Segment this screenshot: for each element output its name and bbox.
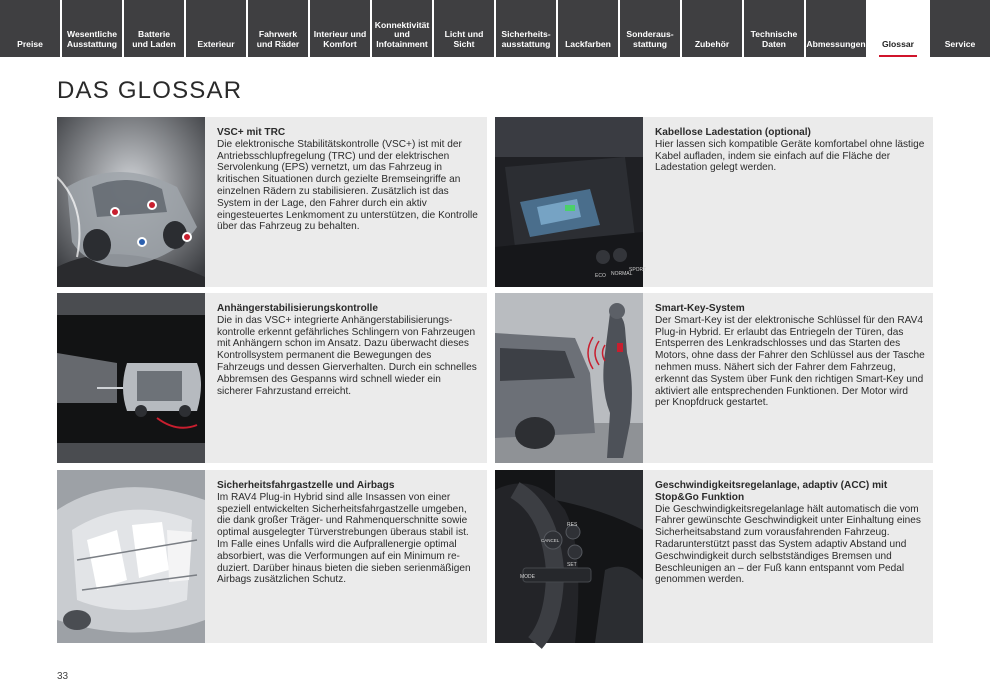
glossary-card-trailer-stability [57,293,487,463]
nav-tab-label: Fahrwerk und Räder [256,29,300,49]
card-heading: Geschwindigkeitsregelanlage, adaptiv (ACC) mit Stop&Go Funktion [655,480,888,503]
console-button-label: NORMAL [611,271,633,277]
nav-tab-label: Zubehör [694,38,730,49]
card-body: Die elektronische Stabilitätskontrolle (VSC+) ist mit der Antriebsschlupfregelung (TRC) und der elektrischen Servolenkung (EPS) vernetzt, um das Fahrzeug in kritischen Situationen durch gezielte Bremseingriffe an einzelnen Rädern zu stabilisieren. Zusätzlich ist das System in der Lage, den Fahrer durch ein aktiv eingesteuertes Lenkmoment zu unterstützen, die Kontrolle über das Fahrzeug zu behalten. [217,138,478,233]
glossary-card-safety-cell [57,470,487,643]
nav-tab-abmessungen[interactable] [806,0,866,57]
nav-tab-label: Konnektivität und Infotainment [374,19,430,49]
nav-tab-zubehör[interactable] [682,0,742,57]
glossary-card-acc [495,470,933,643]
steering-wheel-photo [495,470,643,643]
nav-tab-glossar[interactable] [868,0,928,57]
steering-button-label: SET [567,562,577,568]
nav-tab-licht-und-sicht[interactable] [434,0,494,57]
nav-tab-label: Service [944,38,976,49]
trailer-car-illustration [57,293,205,463]
card-heading: Sicherheitsfahrgastzelle und Airbags [217,480,395,491]
steering-button-label: MODE [520,574,535,580]
card-heading: VSC+ mit TRC [217,127,286,138]
nav-tab-label: Lackfarben [565,38,611,49]
safety-cell-illustration [57,470,205,643]
card-body: Im RAV4 Plug-in Hybrid sind alle Insassen von einer speziell entwickelten Sicherheitsfahrgastzelle umgeben, die dank großer Träger- und Rahmenquerschnitte sowie optimal ausgelegter Türverstrebungen überaus stabil ist. Im Falle eines Unfalls wird die Aufprallenergie optimal absorbiert, was die Verformungen auf ein Minimum re-duziert. Darüber hinaus bieten die sieben serienmäßigen Airbags zusätzlichen Schutz. [217,491,471,586]
nav-tab-label: Licht und Sicht [444,29,484,49]
nav-tab-label: Abmessungen [806,38,866,49]
smart-key-photo [495,293,643,463]
nav-tab-lackfarben[interactable] [558,0,618,57]
nav-tab-label: Glossar [881,38,914,49]
nav-tab-konnektivität-und-infotainment[interactable] [372,0,432,57]
nav-tab-label: Interieur und Komfort [313,29,367,49]
nav-tab-exterieur[interactable] [186,0,246,57]
nav-tab-sonderaus-stattung[interactable] [620,0,680,57]
nav-tab-wesentliche-ausstattung[interactable] [62,0,122,57]
nav-tab-preise[interactable] [0,0,60,57]
nav-tab-fahrwerk-und-räder[interactable] [248,0,308,57]
glossary-card-vsc [57,117,487,287]
nav-tab-label: Batterie und Laden [132,29,176,49]
glossary-card-smart-key [495,293,933,463]
console-button-label: SPORT [629,267,647,273]
nav-tab-label: Sonderaus- stattung [626,29,674,49]
steering-button-label: CANCEL [541,538,560,543]
nav-tab-batterie-und-laden[interactable] [124,0,184,57]
nav-tab-label: Exterieur [197,38,235,49]
card-body: Hier lassen sich kompatible Geräte komfortabel ohne lästige Kabel aufladen, indem sie einfach auf die Fläche der Ladestation gelegt werden. [655,138,925,174]
wireless-charger-photo [495,117,647,287]
page-number: 33 [57,671,69,682]
glossary-card-wireless-charging [495,117,933,287]
nav-tab-interieur-und-komfort[interactable] [310,0,370,57]
top-navigation [0,0,990,57]
card-body: Die in das VSC+ integrierte Anhängerstabilisierungs-kontrolle erkennt gefährliches Schlingern von Fahrzeugen mit Anhängern schon im Ansatz. Dazu überwacht dieses Kontrollsystem permanent die Bewegungen des Fahrzeugs und dessen Gierverhalten. Durch ein schnelles Abbremsen des Gespanns wird schnell wieder ein sicherer Fahrzustand erreicht. [217,314,477,397]
card-heading: Smart-Key-System [655,303,745,314]
card-heading: Anhängerstabilisierungskontrolle [217,303,378,314]
console-button-label: ECO [595,273,606,279]
nav-tab-label: Sicherheits- ausstattung [501,29,551,49]
card-body: Der Smart-Key ist der elektronische Schlüssel für den RAV4 Plug-in Hybrid. Er erlaubt das Entriegeln der Türen, das Entsperren des Lenkradschlosses und das Starten des Motors, ohne dass der Fahrer den Schlüssel aus der Tasche nehmen muss. Nähert sich der Fahrer dem Fahrzeug, erkennt das System über Funk den richtigen Smart-Key und aktiviert alle entsprechenden Funktionen. Der Motor wird per Knopfdruck gestartet. [655,314,925,409]
nav-tab-label: Technische Daten [750,29,798,49]
nav-tab-label: Preise [17,38,43,49]
card-heading: Kabellose Ladestation (optional) [655,127,811,138]
page-title: DAS GLOSSAR [57,77,243,104]
steering-button-label: RES [567,522,578,528]
nav-tab-service[interactable] [930,0,990,57]
nav-tab-sicherheits-ausstattung[interactable] [496,0,556,57]
nav-tab-technische-daten[interactable] [744,0,804,57]
vsc-car-illustration [57,117,205,287]
nav-tab-label: Wesentliche Ausstattung [66,29,118,49]
card-body: Die Geschwindigkeitsregelanlage hält automatisch die vom Fahrer gewünschte Geschwindigkeit unter Einhaltung eines Sicherheitsabstand zum vorausfahrenden Fahrzeug. Radarunterstützt passt das System adaptiv Abstand und Geschwindigkeit durch selbstständiges Bremsen und Beschleunigen an – der Fuß kann entspannt vom Pedal genommen werden. [655,503,921,586]
